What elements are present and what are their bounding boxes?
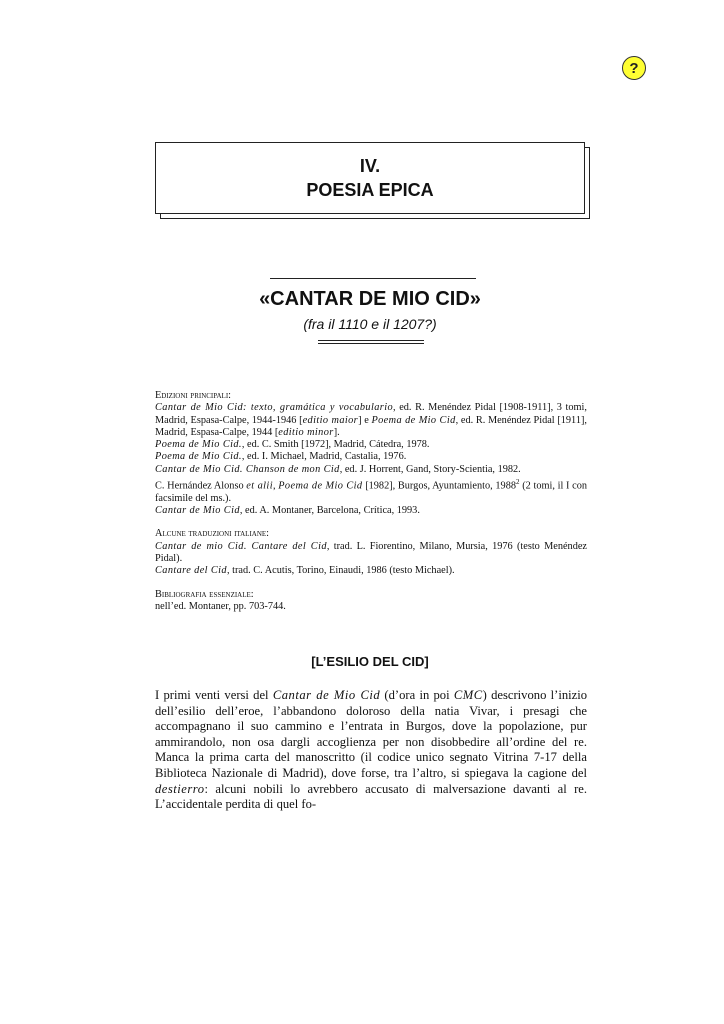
title-rule-bottom: [318, 340, 424, 344]
section-title: [L’ESILIO DEL CID]: [311, 654, 429, 669]
bibliography-heading: Bibliografia essenziale:: [155, 588, 254, 600]
bibliography-block: [155, 390, 587, 613]
edition-entry: Cantar de Mio Cid. Chanson de mon Cid, ed. J. Horrent, Gand, Story-Scientia, 1982.: [155, 463, 521, 475]
edition-entry: Cantar de Mio Cid, ed. A. Montaner, Barcelona, Crítica, 1993.: [155, 505, 420, 517]
chapter-heading-box: [155, 142, 585, 214]
body-paragraph: I primi venti versi del Cantar de Mio Cid (d’ora in poi CMC) descrivono l’inizio dell’esilio dell’eroe, l’abbandono doloroso della natia Vivar, i presagi che accompagnano il suo cammino e l’entrata in Burgos, dove la popolazione, pur ammirandolo, non osa dargli accoglienza per non disobbedire all’ordine del re. Manca la prima carta del manoscritto (il codice unico segnato Vitrina 7-17 della Biblioteca Nazionale di Madrid), dove forse, tra l’altro, si spiegava la cagione del destierro: alcuni nobili lo avrebbero accusato di malversazione davanti al re. L’accidentale perdita di quel fo-: [155, 688, 587, 812]
help-button[interactable]: [622, 56, 646, 80]
chapter-number: IV.: [359, 156, 381, 176]
work-title: «CANTAR DE MIO CID»: [259, 288, 481, 310]
edition-entry: Poema de Mio Cid., ed. I. Michael, Madrid, Castalia, 1976.: [155, 451, 407, 463]
work-dates: (fra il 1110 e il 1207?): [303, 316, 437, 332]
editions-heading: Edizioni principali:: [155, 390, 232, 401]
translations-heading: Alcune traduzioni italiane:: [155, 528, 270, 540]
translation-entry: Cantare del Cid, trad. C. Acutis, Torino, Einaudi, 1986 (testo Michael).: [155, 565, 455, 577]
edition-entry: Cantar de Mio Cid: texto, gramática y vocabulario, ed. R. Menéndez Pidal [1908-1911], 3 tomi, Madrid, Espasa-Calpe, 1944-1946 [editio maior] e Poema de Mio Cid, ed. R. Menéndez Pidal [1911], Madrid, Espasa-Calpe, 1944 [editio minor].: [155, 402, 587, 438]
title-rule-top: [270, 278, 476, 279]
translation-entry: Cantar de mio Cid. Cantare del Cid, trad. L. Fiorentino, Milano, Mursia, 1976 (testo Menéndez Pidal).: [155, 540, 587, 564]
edition-entry: C. Hernández Alonso et alii, Poema de Mio Cid [1982], Burgos, Ayuntamiento, 1988$^2$ (2 tomi, il I con facsimile del ms.).: [155, 478, 588, 504]
edition-entry: Poema de Mio Cid., ed. C. Smith [1972], Madrid, Cátedra, 1978.: [155, 439, 430, 451]
bibliography-entry: nell’ed. Montaner, pp. 703-744.: [155, 600, 286, 612]
chapter-title: POESIA EPICA: [306, 180, 434, 200]
question-mark-icon: ?: [629, 59, 639, 77]
